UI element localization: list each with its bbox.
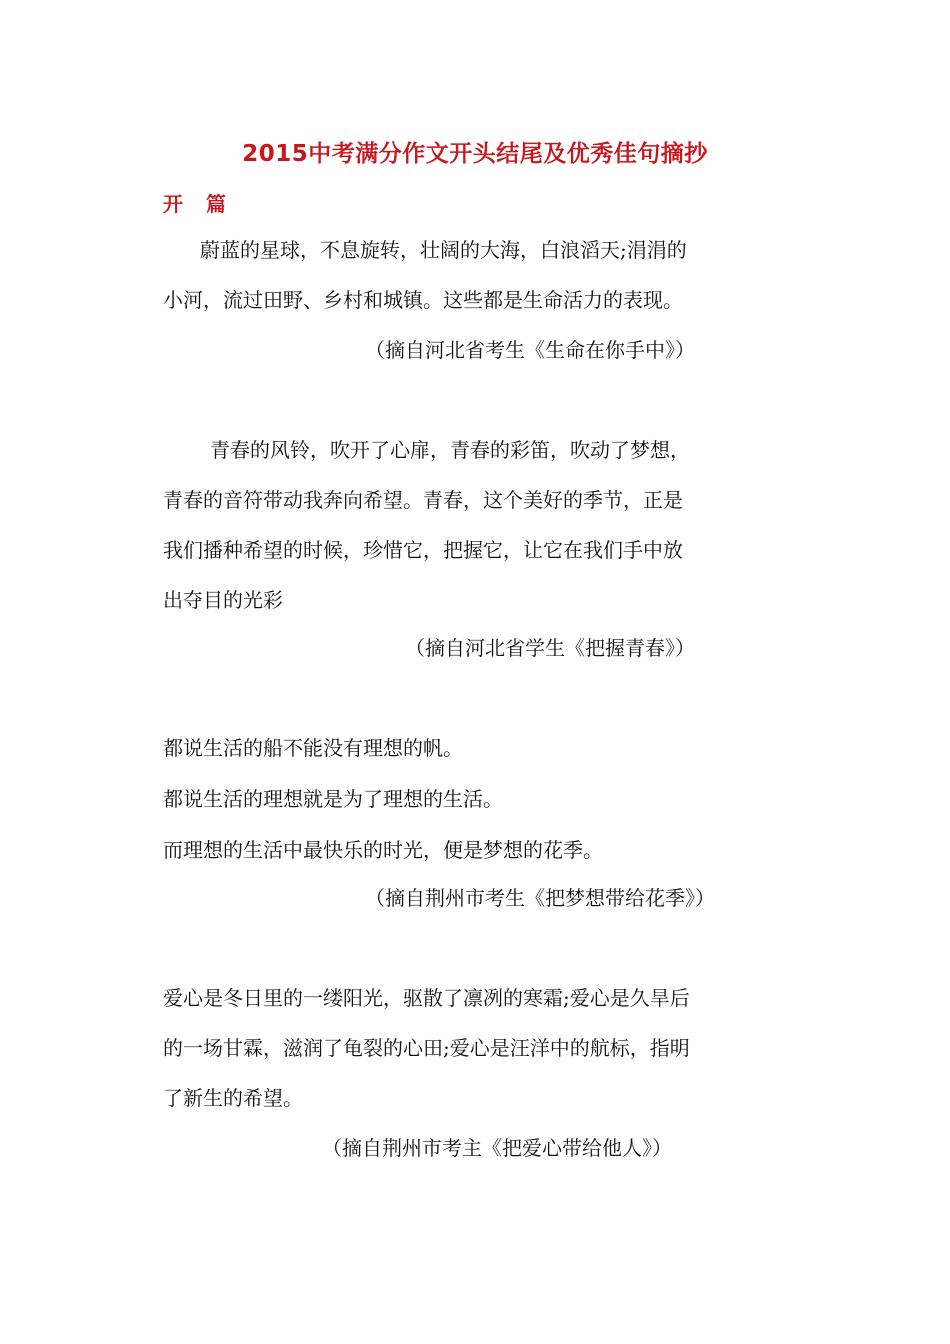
passage-3-line-1: 都说生活的船不能没有理想的帆。 xyxy=(163,736,463,760)
passage-1-line-2: 小河，流过田野、乡村和城镇。这些都是生命活力的表现。 xyxy=(163,288,683,312)
passage-4-source: （摘自荆州市考主《把爱心带给他人》） xyxy=(322,1136,672,1160)
passage-3-line-3: 而理想的生活中最快乐的时光，便是梦想的花季。 xyxy=(163,838,603,862)
passage-3-line-2: 都说生活的理想就是为了理想的生活。 xyxy=(163,787,503,811)
passage-2-line-3: 我们播种希望的时候，珍惜它，把握它，让它在我们手中放 xyxy=(163,538,683,562)
section-heading: 开 篇 xyxy=(163,192,234,216)
passage-2-source: （摘自河北省学生《把握青春》） xyxy=(405,636,695,660)
passage-4-line-3: 了新生的希望。 xyxy=(163,1086,303,1110)
passage-2-line-1: 青春的风铃，吹开了心扉，青春的彩笛，吹动了梦想， xyxy=(210,438,690,462)
document-title: 2015中考满分作文开头结尾及优秀佳句摘抄 xyxy=(242,141,708,167)
passage-2-line-4: 出夺目的光彩 xyxy=(163,588,283,612)
passage-4-line-1: 爱心是冬日里的一缕阳光，驱散了凛冽的寒霜;爱心是久旱后 xyxy=(163,986,690,1010)
passage-1-line-1: 蔚蓝的星球，不息旋转，壮阔的大海，白浪滔天;涓涓的 xyxy=(200,238,687,262)
passage-4-line-2: 的一场甘霖，滋润了龟裂的心田;爱心是汪洋中的航标，指明 xyxy=(163,1036,690,1060)
passage-1-source: （摘自河北省考生《生命在你手中》） xyxy=(365,338,695,362)
passage-3-source: （摘自荆州市考生《把梦想带给花季》） xyxy=(365,886,715,910)
passage-2-line-2: 青春的音符带动我奔向希望。青春，这个美好的季节，正是 xyxy=(163,488,683,512)
